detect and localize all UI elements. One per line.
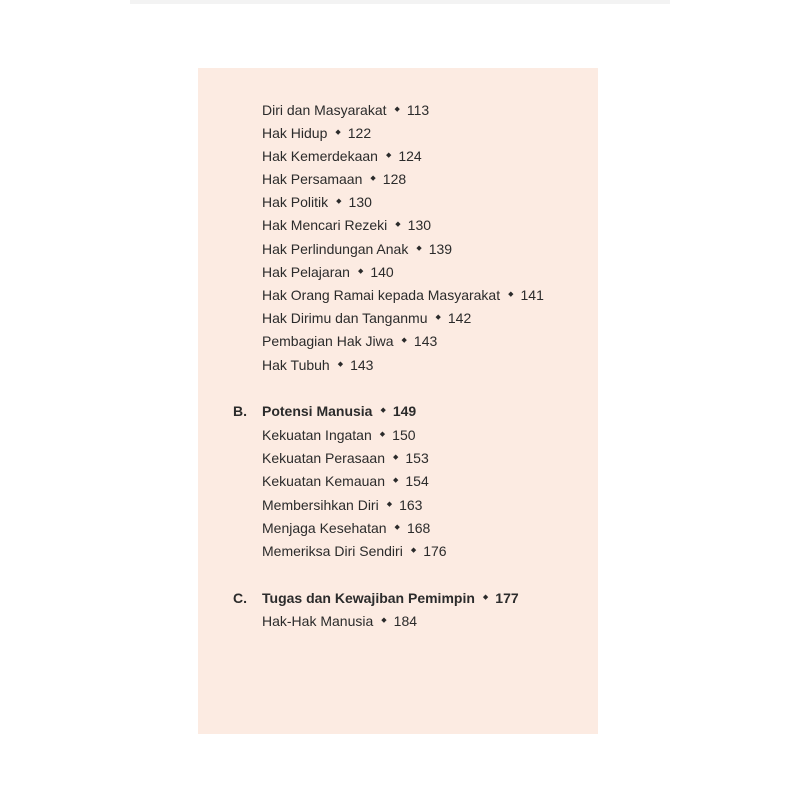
entry-page: 176	[423, 543, 447, 559]
entry-title: Hak Kemerdekaan	[262, 148, 378, 164]
entry-title: Hak Orang Ramai kepada Masyarakat	[262, 287, 501, 303]
entry-title: Kekuatan Kemauan	[262, 473, 385, 489]
toc-entry	[262, 449, 429, 468]
diamond-separator-icon: ◆	[381, 617, 387, 625]
entry-title: Kekuatan Ingatan	[262, 427, 372, 443]
diamond-separator-icon: ◆	[380, 407, 386, 415]
diamond-separator-icon: ◆	[336, 198, 342, 206]
entry-title: Hak Perlindungan Anak	[262, 241, 409, 257]
diamond-separator-icon: ◆	[379, 431, 386, 439]
entry-page: 184	[393, 613, 418, 629]
diamond-separator-icon: ◆	[435, 314, 441, 322]
entry-page: 140	[370, 264, 394, 280]
entry-page: 130	[407, 217, 432, 233]
entry-title: Membersihkan Diri	[262, 497, 379, 513]
entry-title: Hak Dirimu dan Tanganmu	[262, 310, 428, 326]
entry-title: Hak Mencari Rezeki	[262, 217, 388, 233]
toc-entry	[262, 612, 417, 631]
entry-page: 168	[406, 520, 431, 536]
diamond-separator-icon: ◆	[394, 524, 400, 532]
top-border	[130, 0, 670, 4]
entry-page: 153	[405, 450, 429, 466]
entry-title: Menjaga Kesehatan	[262, 520, 387, 536]
entry-page: 124	[398, 148, 422, 164]
entry-title: Hak Hidup	[262, 125, 328, 141]
section-c-title: Tugas dan Kewajiban Pemimpin	[262, 590, 475, 606]
entry-title: Kekuatan Perasaan	[262, 450, 385, 466]
entry-page: 143	[350, 357, 374, 373]
diamond-separator-icon: ◆	[392, 454, 399, 462]
entry-page: 141	[520, 287, 544, 303]
section-b-page: 149	[392, 403, 417, 419]
entry-title: Hak Pelajaran	[262, 264, 350, 280]
section-c-page: 177	[495, 590, 519, 606]
toc-entry	[262, 216, 431, 235]
toc-entry	[262, 124, 371, 143]
entry-title: Hak Persamaan	[262, 171, 363, 187]
entry-title: Pembagian Hak Jiwa	[262, 333, 394, 349]
entry-page: 113	[406, 102, 430, 118]
entry-page: 122	[347, 125, 372, 141]
toc-entry	[262, 472, 429, 491]
toc-entry	[262, 240, 452, 259]
diamond-separator-icon: ◆	[337, 361, 344, 369]
entry-page: 128	[382, 171, 407, 187]
diamond-separator-icon: ◆	[401, 337, 407, 345]
toc-entry	[262, 263, 394, 282]
entry-title: Memeriksa Diri Sendiri	[262, 543, 403, 559]
toc-entry	[262, 170, 406, 189]
diamond-separator-icon: ◆	[508, 291, 514, 299]
diamond-separator-icon: ◆	[410, 547, 417, 555]
entry-page: 150	[392, 427, 416, 443]
toc-entry	[262, 356, 373, 375]
diamond-separator-icon: ◆	[394, 106, 400, 114]
entry-title: Hak Politik	[262, 194, 329, 210]
diamond-separator-icon: ◆	[482, 594, 489, 602]
toc-entry	[262, 147, 422, 166]
toc-entry	[262, 309, 471, 328]
section-c-heading	[262, 589, 519, 608]
diamond-separator-icon: ◆	[357, 268, 364, 276]
diamond-separator-icon: ◆	[392, 477, 399, 485]
entry-page: 163	[399, 497, 423, 513]
toc-entry	[262, 426, 416, 445]
diamond-separator-icon: ◆	[395, 221, 401, 229]
entry-page: 130	[348, 194, 372, 210]
diamond-separator-icon: ◆	[335, 129, 341, 137]
toc-entry	[262, 286, 544, 305]
diamond-separator-icon: ◆	[370, 175, 376, 183]
entry-title: Hak Tubuh	[262, 357, 330, 373]
toc-page	[198, 68, 598, 734]
diamond-separator-icon: ◆	[416, 245, 422, 253]
entry-page: 143	[413, 333, 438, 349]
toc-entry	[262, 542, 447, 561]
section-b-heading	[262, 402, 416, 421]
entry-page: 139	[428, 241, 453, 257]
diamond-separator-icon: ◆	[385, 152, 392, 160]
entry-title: Hak-Hak Manusia	[262, 613, 374, 629]
entry-page: 154	[405, 473, 429, 489]
section-b-title: Potensi Manusia	[262, 403, 373, 419]
entry-page: 142	[447, 310, 472, 326]
toc-entry	[262, 519, 430, 538]
section-c-letter: C.	[233, 590, 247, 606]
section-b-letter: B.	[233, 403, 247, 419]
toc-entry	[262, 193, 372, 212]
diamond-separator-icon: ◆	[386, 501, 393, 509]
toc-entry	[262, 101, 429, 120]
entry-title: Diri dan Masyarakat	[262, 102, 387, 118]
toc-entry	[262, 332, 437, 351]
toc-entry	[262, 496, 422, 515]
